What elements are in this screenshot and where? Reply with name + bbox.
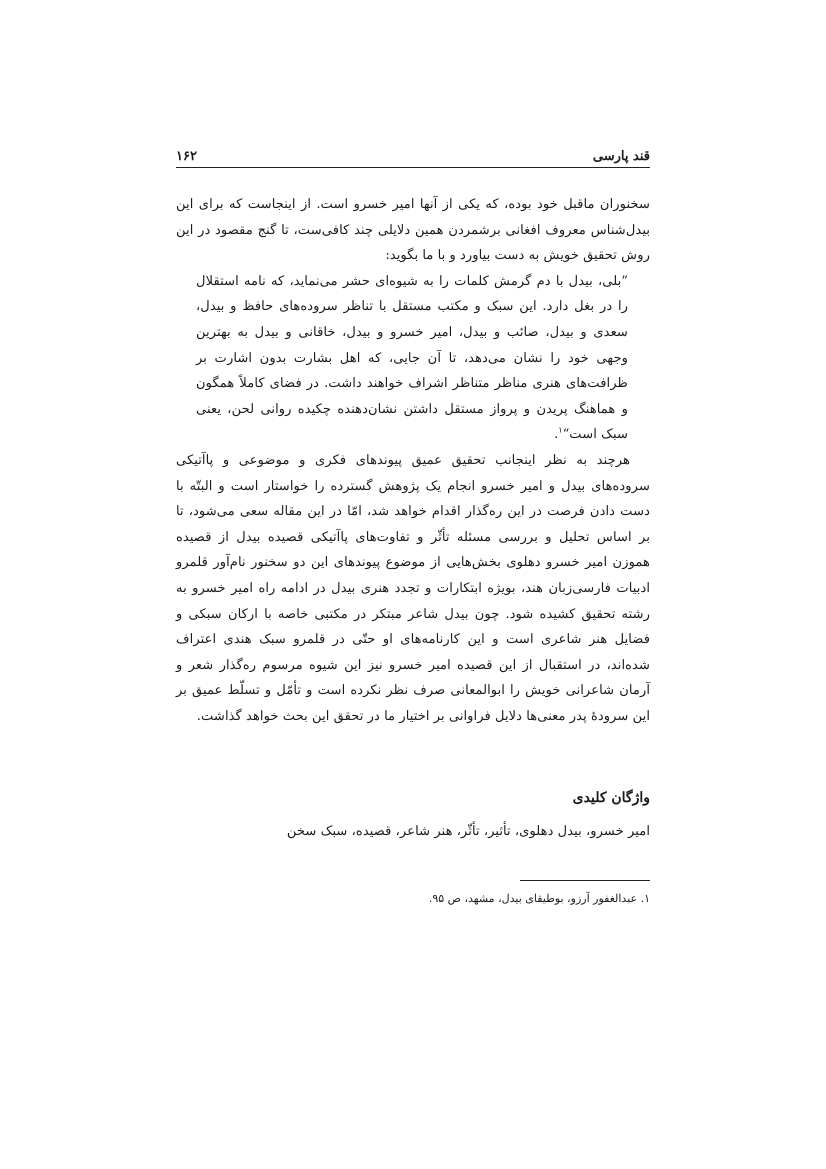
paragraph-2: هرچند به نظر اینجانب تحقیق عمیق پیوندهای فکری و موضوعی و پاآتیکی سروده‌های بیدل و امیر خسرو انجام یک پژوهش گسترده را خواستار است و البتّه با دست دادن فرصت در این ره‌گذار اقدام خواهد شد، امّا در این مقاله سعی می‌شود، تا بر اساس تحلیل و بررسی مسئله تأثّر و تفاوت‌های پاآتیکی قصیده بیدل از قصیده هموزن امیر خسرو دهلوی بخش‌هایی از موضوع پیوندهای این دو سخنور نام‌آور قلمرو ادبیات فارسی‌زبان هند، بویژه ابتکارات و تجدد هنری بیدل در ادامه راه امیر خسرو به رشته تحقیق کشیده شود. چون بیدل شاعر مبتکر در مکتبی خاصه با ارکان سبکی و فضایل هنر شاعری است و این کارنامه‌های او حتّی در قلمرو سبک هندی اعتراف شده‌اند، در استقبال از این قصیده امیر خسرو نیز این شیوه مرسوم ره‌گذار شعر و آرمان شاعرانی خویش را ابوالمعانی صرف نظر نکرده است و تأمّل و تسلّط عمیق بر این سرودهٔ پدر معنی‌ها دلایل فراوانی بر اختیار ما در تحقق این بحث خواهد گذاشت.	[176, 452, 650, 724]
block-quote	[176, 269, 650, 448]
header-rule	[176, 167, 650, 168]
quote-tail: .	[554, 427, 559, 443]
main-text	[176, 192, 650, 729]
keywords-heading: واژگان کلیدی	[572, 790, 650, 806]
journal-title: قند پارسی	[592, 149, 650, 164]
paragraph-1: سخنوران ماقبل خود بوده، که یکی از آنها امیر خسرو است. از اینجاست که برای این بیدل‌شناس معروف افغانی برشمردن همین دلایلی چند کافی‌ست، تا گنج مقصود در این روش تحقیق خویش به دست بیاورد و با ما بگوید:	[176, 197, 650, 264]
running-header	[176, 142, 650, 164]
keywords-list: امیر خسرو، بیدل دهلوی، تأثیر، تأثّر، هنر شاعر، قصیده، سبک سخن	[286, 824, 650, 839]
footnote-marker[interactable]: ۱	[558, 425, 563, 435]
page-number: ۱۶۲	[176, 149, 197, 164]
quote-text: ”بلی، بیدل با دم گرمش کلمات را به شیوه‌ای حشر می‌نماید، که نامه استقلال را در بغل دارد. این سبک و مکتب مستقل با تناظر سروده‌های حافظ و بیدل، سعدی و بیدل، صائب و بیدل، امیر خسرو و بیدل، خاقانی و بیدل به بهترین وجهی خود را نشان می‌دهد، تا آن جایی، که اهل بشارت بدون اشارت بر ظرافت‌های هنری مناظر متناظر اشراف خواهند داشت. در فضای کاملاً همگون و هماهنگ پریدن و پرواز مستقل داشتن نشان‌دهنده چکیده روانی لحن، یعنی سبک است“	[196, 273, 628, 443]
footnote-rule	[520, 880, 650, 881]
footnote: ۱. عبدالغفور آرزو، بوطیقای بیدل، مشهد، ص ۹۵.	[428, 892, 650, 905]
